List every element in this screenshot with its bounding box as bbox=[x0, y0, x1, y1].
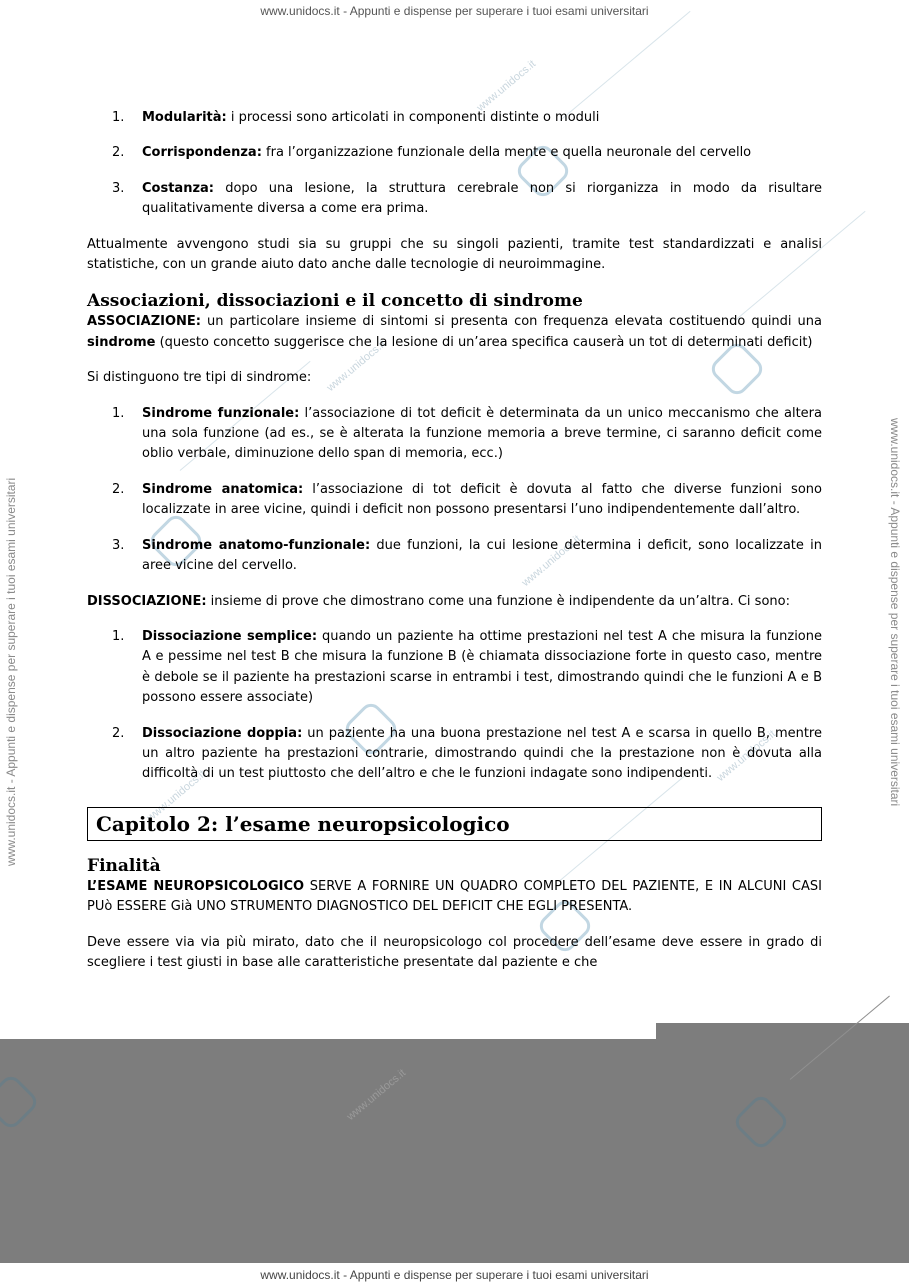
principles-list bbox=[87, 108, 822, 220]
list-item: 1. Dissociazione semplice: quando un paziente ha ottime prestazioni nel test A che misura la funzione A e pessime nel test B che misura la funzione B (è chiamata dissociazione forte in questo caso, mentre è debole se il paziente ha prestazioni scarse in entrambi i test, dimostrando quindi che le funzioni A e B possono essere associate) bbox=[112, 628, 822, 706]
chapter-title: Capitolo 2: l’esame neuropsicologico bbox=[87, 807, 822, 841]
list-item: 2. Dissociazione doppia: un paziente ha una buona prestazione nel test A e scarsa in quello B, mentre un altro paziente ha prestazioni contrarie, dimostrando quindi che la prestazione non è dovuta alla difficoltà di un test piuttosto che dell’altro e che le funzioni indagate sono indipendenti. bbox=[112, 725, 822, 782]
watermark-text: www.unidocs.it bbox=[474, 58, 539, 114]
paragraph-dissociation: DISSOCIAZIONE: insieme di prove che dimostrano come una funzione è indipendente da un’altra. Ci sono: bbox=[87, 593, 790, 609]
cover-overlay-notch bbox=[656, 1023, 909, 1040]
list-item: 1. Sindrome funzionale: l’associazione di tot deficit è determinata da un unico meccanismo che altera una sola funzione (ad es., se è alterata la funzione memoria a breve termine, ci saranno deficit come oblio verbale, diminuzione dello span di memoria, ecc.) bbox=[112, 405, 822, 462]
cover-overlay bbox=[0, 1039, 909, 1263]
watermark-text: www.unidocs.it bbox=[324, 338, 389, 394]
paragraph-studies: Attualmente avvengono studi sia su gruppi che su singoli pazienti, tramite test standardizzati e analisi statistiche, con un grande aiuto dato anche dalle tecnologie di neuroimmagine. bbox=[87, 236, 822, 273]
section-heading: Associazioni, dissociazioni e il concetto di sindrome bbox=[87, 291, 583, 312]
dissociations-list bbox=[87, 627, 822, 785]
paragraph-association: ASSOCIAZIONE: un particolare insieme di sintomi si presenta con frequenza elevata costituendo quindi una sindrome (questo concetto suggerisce che la lesione di un’area specifica causerà un tot di determinati deficit) bbox=[87, 314, 822, 350]
watermark-logo-icon bbox=[731, 1092, 790, 1151]
watermark-text: www.unidocs.it bbox=[714, 728, 779, 784]
footer-watermark: www.unidocs.it - Appunti e dispense per superare i tuoi esami universitari bbox=[260, 1268, 649, 1282]
list-item: 2. Sindrome anatomica: l’associazione di tot deficit è dovuta al fatto che diverse funzioni sono localizzate in aree vicine, quindi i deficit non possono presentarsi l’uno indipendentemente dall’altro. bbox=[112, 481, 822, 518]
section-heading-finalita: Finalità bbox=[87, 855, 161, 876]
list-item: 3. Sindrome anatomo-funzionale: due funzioni, la cui lesione determina i deficit, sono localizzate in aree vicine del cervello. bbox=[112, 537, 823, 574]
list-item: 1. Modularità: i processi sono articolati in componenti distinte o moduli bbox=[112, 110, 600, 125]
list-item: 2. Corrispondenza: fra l’organizzazione funzionale della mente e quella neuronale del cervello bbox=[112, 145, 752, 161]
document-body bbox=[87, 108, 822, 988]
header-watermark: www.unidocs.it - Appunti e dispense per superare i tuoi esami universitari bbox=[260, 4, 649, 18]
watermark-text: www.unidocs.it bbox=[344, 1067, 409, 1123]
side-watermark-left: www.unidocs.it - Appunti e dispense per superare i tuoi esami universitari bbox=[4, 477, 18, 866]
paragraph-types-intro: Si distinguono tre tipi di sindrome: bbox=[87, 370, 312, 386]
watermark-logo-icon bbox=[0, 1072, 41, 1131]
list-item: 3. Costanza: dopo una lesione, la struttura cerebrale non si riorganizza in modo da risultare qualitativamente diversa a come era prima. bbox=[112, 180, 822, 217]
watermark-text: www.unidocs.it bbox=[519, 533, 584, 589]
watermark-text: www.unidocs.it bbox=[144, 768, 209, 824]
paragraph-caps: L’ESAME NEUROPSICOLOGICO SERVE A FORNIRE UN QUADRO COMPLETO DEL PAZIENTE, E IN ALCUNI CASI PUò ESSERE Già UNO STRUMENTO DIAGNOSTICO DEL DEFICIT CHE EGLI PRESENTA. bbox=[87, 878, 822, 915]
paragraph-final: Deve essere via via più mirato, dato che il neuropsicologo col procedere dell’esame deve essere in grado di scegliere i test giusti in base alle caratteristiche presentate dal paziente e che bbox=[87, 934, 822, 970]
watermark-line bbox=[560, 11, 691, 121]
syndromes-list bbox=[87, 404, 822, 577]
side-watermark-right: www.unidocs.it - Appunti e dispense per superare i tuoi esami universitari bbox=[888, 418, 902, 807]
